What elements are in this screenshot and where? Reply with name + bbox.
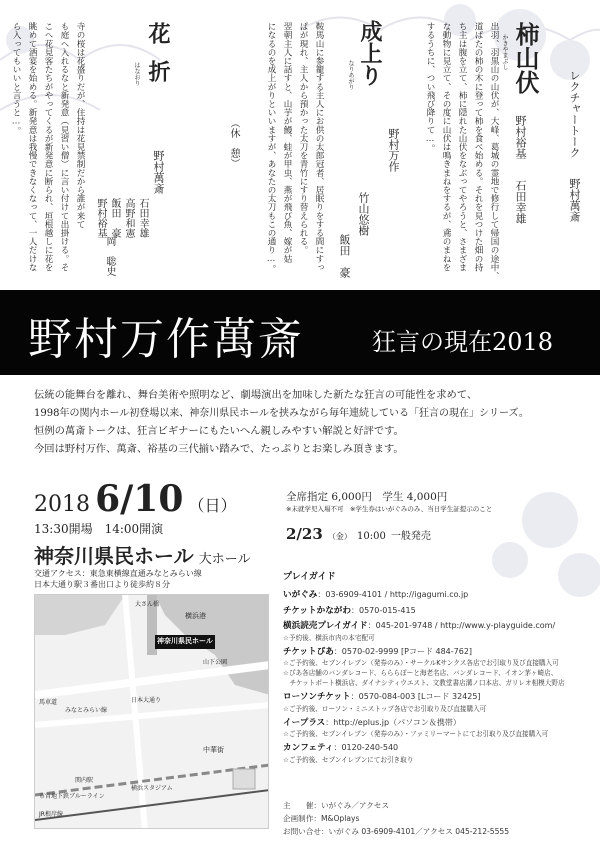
program2-performer2: 竹山悠樹	[357, 192, 370, 236]
program3-ruby: はなおり	[133, 62, 140, 86]
playguide-entry	[283, 645, 472, 657]
venue-name: 神奈川県民ホール	[34, 544, 194, 568]
program1-performer1: 野村裕基	[514, 115, 527, 159]
footer-value: ：M&Oplays	[313, 814, 360, 823]
main-subtitle: 狂言の現在2018	[372, 328, 554, 356]
playguide-entry	[283, 716, 461, 728]
playguide-detail: ：03-6909-4101 / http://igagumi.co.jp	[317, 590, 469, 599]
program2-synopsis: 鞍馬山に参籠する主人にお供の太郎冠者、居眠りをする間にすっ ぱが現れ、主人から預かった太刀を青竹にすり替えられる。 翌朝主人に話すと、山芋が鰻、蛙が甲虫、燕が飛び魚、嫁が姑 になるのを成上がりといいますが、あなたの太刀もこの通り…。	[266, 22, 324, 273]
intro-line-4: 今回は野村万作、萬斎、裕基の三代揃い踏みで、たっぷりとお楽しみ頂きます。	[34, 443, 404, 455]
playguide-heading: プレイガイド	[283, 572, 336, 582]
program3-synopsis: 寺の桜は花盛りだが、住持は花見禁制だから誰が来て も庭へ入れるなと新発意（見習い僧）に言い付けて出掛ける。そ こへ花見客たちがやってくるが新発意に断られ、垣根越しに花を 眺めて酒宴を始める。新発意は我慢できなくなって、一人だけな ら入ってもいいと言うと…。	[11, 22, 85, 272]
map-label-jr-line: JR根岸線	[39, 811, 63, 818]
playguide-note: ☆ご予約後、セブンイレブン（発券のみ）・サークルKサンクス各店でお引取り及び直接購入可	[283, 659, 559, 667]
playguide-note: ☆ご予約後、ローソン・ミニストップ各店でお引取り及び直接購入可	[283, 704, 487, 713]
ticket-note: ※未就学児入場不可 ※学生券はいがぐみのみ、当日学生証提示のこと	[286, 505, 493, 513]
program1-synopsis: 出羽、羽黒山の山伏が、大峰、葛城の霊地で修行して帰国の途中、 道ばたの柿の木に登って柿を食べ始める。それを見つけた畑の持 ち主は腹を立て、柿に隠れた山伏をなぶってやろうと、さまざま な動物に見立て、その度に山伏は鳴きまねをするが、鳶のまねを するうちに、つい飛び降りて…。	[425, 22, 499, 280]
map-label-nihon-odori: 日本大通り	[131, 697, 162, 704]
playguide-entry	[283, 690, 481, 702]
intro-line-1: 伝統の能舞台を離れ、舞台美術や照明など、劇場演出を加味した新たな狂言の可能性を求めて、	[34, 389, 478, 401]
map-label-ferry-pier: 大さん橋	[135, 601, 160, 608]
playguide-note: ☆ご予約後、セブンイレブンにてお引き取り	[283, 755, 414, 764]
access-map	[34, 594, 269, 829]
program2-title: 成上り	[357, 20, 383, 86]
playguide-name: チケットぴあ	[283, 646, 334, 657]
program3-title: 花折	[145, 22, 171, 98]
ticket-price: 全席指定 6,000円 学生 4,000円	[286, 491, 448, 503]
program3-cast-5: 岡 聡史	[104, 236, 115, 276]
footer-label: 主 催	[283, 801, 314, 810]
playguide-name: 横浜読売プレイガイド	[283, 621, 368, 631]
main-title: 野村万作萬斎	[28, 314, 304, 365]
playguide-detail: ：0570-084-003 [Lコード 32425]	[350, 692, 481, 701]
playguide-entry	[283, 741, 398, 753]
playguide-detail: ：0570-02-9999 [Pコード 484-762]	[333, 646, 473, 656]
ticket-sale	[286, 524, 431, 543]
access-line-1: 交通アクセス：東急東横線直通みなとみらい線	[34, 569, 202, 578]
event-venue	[34, 540, 250, 569]
map-label-kannai: 関内駅	[75, 777, 94, 784]
program1-title: 柿山伏	[511, 22, 540, 94]
playguide-entry	[283, 604, 416, 616]
venue-hall: 大ホール	[198, 552, 251, 567]
program1-ruby: かきやまぶし	[501, 34, 508, 70]
playguide-detail: ：http://eplus.jp（パソコン＆携帯）	[325, 717, 461, 727]
playguide-name: イープラス	[283, 717, 326, 728]
map-label-minatomirai-line: みなとみらい線	[65, 707, 108, 714]
program2-performer3: 飯田 豪	[338, 234, 351, 278]
event-date	[34, 478, 237, 520]
program3-cast: 石田幸雄 高野和憲 飯田 豪 野村裕基	[95, 198, 148, 238]
access-line-2: 日本大通り駅３番出口より徒歩約８分	[34, 580, 170, 589]
playguide-name: チケットかながわ	[283, 605, 351, 616]
intro-line-3: 恒例の萬斎トークは、狂言ビギナーにもたいへん親しみやすい解説と好評です。	[34, 425, 404, 437]
map-label-stadium: 横浜スタジアム	[131, 785, 173, 792]
map-label-yokohama-port: 横浜港	[185, 612, 206, 620]
footer-line	[283, 800, 389, 811]
sale-weekday: （金）	[327, 532, 352, 541]
footer-label: 企画制作	[283, 814, 314, 823]
footer-value: ：いがぐみ 03-6909-4101／アクセス 045-212-5555	[320, 827, 510, 836]
map-label-yamashita-park: 山下公園	[203, 659, 228, 666]
program3-performer1: 野村萬斎	[152, 150, 165, 194]
playguide-note: ☆予約後、横浜市内の本宅配可	[283, 633, 375, 642]
playguide-entry	[283, 619, 555, 631]
playguide-note: チケットポート横浜店、ダイナシティウエスト、文教堂書店溝ノ口本店、ガリレオ相模大野店	[283, 679, 565, 687]
sale-date: 2/23	[286, 525, 323, 543]
playguide-note: ☆ぴあ各店舗のバンダレコード、らららぽーと海老名店、バンダレコード、イオン茅ヶ崎店、	[283, 669, 558, 677]
sale-time: 10:00	[356, 531, 386, 542]
footer-label: お問い合せ	[283, 827, 321, 836]
event-year: 2018	[34, 492, 90, 517]
playguide-name: いがぐみ	[283, 590, 318, 600]
playguide-detail: ：0570-015-415	[350, 605, 416, 615]
intro-line-2: 1998年の関内ホール初登場以来、神奈川県民ホールを挟みながら毎年連続している「狂言の現在」シリーズ。	[34, 408, 529, 419]
playguide-note: ☆ご予約後、セブンイレブン（発券のみ）・ファミリーマートにてお引取り及び直接購入可	[283, 730, 549, 738]
lecture-speaker: 野村萬斎	[568, 178, 581, 222]
event-day: 6/10	[95, 478, 184, 520]
lecture-label: レクチャートーク	[568, 70, 581, 158]
playguide-name: カンフェティ	[283, 743, 334, 753]
intermission: （休 憩）	[228, 118, 239, 168]
map-label-venue: 神奈川県民ホール	[157, 637, 213, 645]
playguide-detail: ：045-201-9748 / http://www.y-playguide.com/	[367, 621, 556, 630]
playguide-entry	[283, 588, 468, 600]
wave-pattern-bottom-right	[430, 480, 600, 630]
footer-line	[283, 826, 509, 837]
footer-value: ：いがぐみ／アクセス	[313, 801, 390, 810]
program2-ruby: なりあがり	[347, 60, 354, 90]
map-label-blue-line: 市営地下鉄ブルーライン	[39, 793, 105, 800]
map-label-bashamichi: 馬車道	[39, 699, 58, 706]
event-weekday: （日）	[188, 496, 237, 515]
playguide-name: ローソンチケット	[283, 692, 351, 702]
program1-performer2: 石田幸雄	[514, 180, 527, 224]
footer-line	[283, 813, 359, 824]
sale-label: 一般発売	[390, 531, 431, 542]
program2-performer1: 野村万作	[387, 128, 400, 172]
playguide-detail: ：0120-240-540	[333, 743, 399, 752]
event-time: 13:30開場 14:00開演	[34, 522, 164, 536]
map-label-chinatown: 中華街	[203, 746, 224, 754]
